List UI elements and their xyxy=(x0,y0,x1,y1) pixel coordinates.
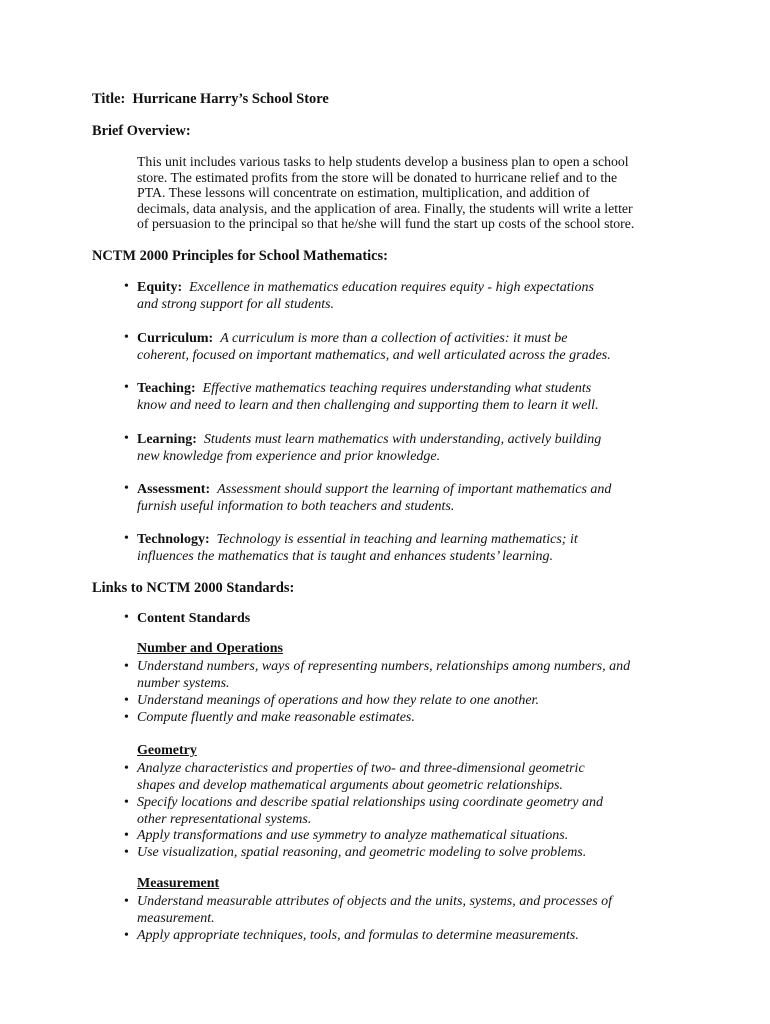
standard-text: Compute fluently and make reasonable estimates. xyxy=(137,710,415,725)
principle-text: Assessment should support the learning of important mathematics and xyxy=(217,482,612,497)
bullet-icon: • xyxy=(124,659,129,674)
overview-line: of persuasion to the principal so that he/she will fund the start up costs of the school store. xyxy=(137,216,635,232)
overview-line: This unit includes various tasks to help students develop a business plan to open a school xyxy=(137,154,629,169)
bullet-icon: • xyxy=(124,710,129,725)
principle-curriculum xyxy=(124,330,611,364)
principle-teaching xyxy=(124,380,599,414)
section-heading-geometry: Geometry xyxy=(137,743,197,758)
overview-heading: Brief Overview: xyxy=(92,123,191,139)
principle-text: A curriculum is more than a collection of activities: it must be xyxy=(220,331,568,346)
standard-text: Apply appropriate techniques, tools, and formulas to determine measurements. xyxy=(137,928,579,943)
bullet-icon: • xyxy=(124,894,129,909)
section-heading-number-operations: Number and Operations xyxy=(137,641,283,656)
bullet-icon: • xyxy=(124,330,129,345)
principle-text: and strong support for all students. xyxy=(137,297,335,312)
standard-text: Apply transformations and use symmetry to analyze mathematical situations. xyxy=(137,828,569,843)
title-value: Hurricane Harry’s School Store xyxy=(132,91,329,107)
principle-label: Curriculum: xyxy=(137,331,214,346)
bullet-icon: • xyxy=(124,431,129,446)
standard-item xyxy=(124,761,585,795)
principle-text: influences the mathematics that is taught and enhances students’ learning. xyxy=(137,549,554,564)
overview-line: PTA. These lessons will concentrate on estimation, multiplication, and addition of xyxy=(137,185,590,201)
principle-text: Students must learn mathematics with understanding, actively building xyxy=(203,432,602,447)
principle-technology xyxy=(124,531,578,565)
principle-text: Effective mathematics teaching requires understanding what students xyxy=(202,381,592,396)
principle-equity xyxy=(124,279,594,313)
standard-item xyxy=(124,795,603,829)
principle-label: Assessment: xyxy=(137,482,211,497)
bullet-icon: • xyxy=(124,795,129,810)
bullet-icon: • xyxy=(124,531,129,546)
bullet-icon: • xyxy=(124,928,129,943)
principle-text: new knowledge from experience and prior knowledge. xyxy=(137,449,441,464)
bullet-icon: • xyxy=(124,380,129,395)
standard-item xyxy=(124,845,586,862)
bullet-icon: • xyxy=(124,279,129,294)
content-standards xyxy=(124,610,250,627)
principle-text: Excellence in mathematics education requires equity - high expectations xyxy=(189,280,594,295)
standard-text: Understand measurable attributes of objects and the units, systems, and processes of xyxy=(137,894,613,909)
standard-text: Understand numbers, ways of representing numbers, relationships among numbers, and xyxy=(137,659,631,674)
principle-learning xyxy=(124,431,601,465)
standard-item xyxy=(124,693,539,710)
standard-text: measurement. xyxy=(137,910,215,926)
standard-text: number systems. xyxy=(137,675,230,691)
standard-item xyxy=(124,828,568,845)
principle-label: Learning: xyxy=(137,432,197,447)
standard-text: Specify locations and describe spatial relationships using coordinate geometry and xyxy=(137,795,603,810)
principles-heading: NCTM 2000 Principles for School Mathematics: xyxy=(92,248,388,264)
standard-item xyxy=(124,659,630,693)
bullet-icon: • xyxy=(124,610,129,625)
principle-assessment xyxy=(124,481,611,515)
section-heading-measurement: Measurement xyxy=(137,876,220,891)
overview-line: store. The estimated profits from the store will be donated to hurricane relief and to the xyxy=(137,169,618,185)
standard-text: Use visualization, spatial reasoning, and geometric modeling to solve problems. xyxy=(137,845,587,860)
standard-item xyxy=(124,928,579,945)
standard-text: other representational systems. xyxy=(137,811,312,827)
principle-text: know and need to learn and then challenging and supporting them to learn it well. xyxy=(137,398,599,413)
bullet-icon: • xyxy=(124,845,129,860)
bullet-icon: • xyxy=(124,828,129,843)
overview-paragraph xyxy=(137,154,634,232)
principle-label: Teaching: xyxy=(137,381,196,396)
standard-text: Understand meanings of operations and how they relate to one another. xyxy=(137,693,539,708)
principle-label: Technology: xyxy=(137,532,210,547)
principle-text: furnish useful information to both teachers and students. xyxy=(137,499,455,514)
bullet-icon: • xyxy=(124,481,129,496)
bullet-icon: • xyxy=(124,693,129,708)
principle-text: Technology is essential in teaching and learning mathematics; it xyxy=(216,532,578,547)
links-heading: Links to NCTM 2000 Standards: xyxy=(92,580,295,596)
standard-item xyxy=(124,710,415,727)
content-standards-label: Content Standards xyxy=(137,611,251,626)
document-title xyxy=(92,91,329,108)
overview-line: decimals, data analysis, and the application of area. Finally, the students will write a letter xyxy=(137,200,633,216)
principle-text: coherent, focused on important mathematics, and well articulated across the grades. xyxy=(137,348,611,363)
standard-text: shapes and develop mathematical arguments about geometric relationships. xyxy=(137,777,563,793)
standard-text: Analyze characteristics and properties of two- and three-dimensional geometric xyxy=(137,761,585,776)
principle-label: Equity: xyxy=(137,280,183,295)
standard-item xyxy=(124,894,612,928)
title-label: Title: xyxy=(92,91,126,107)
bullet-icon: • xyxy=(124,761,129,776)
